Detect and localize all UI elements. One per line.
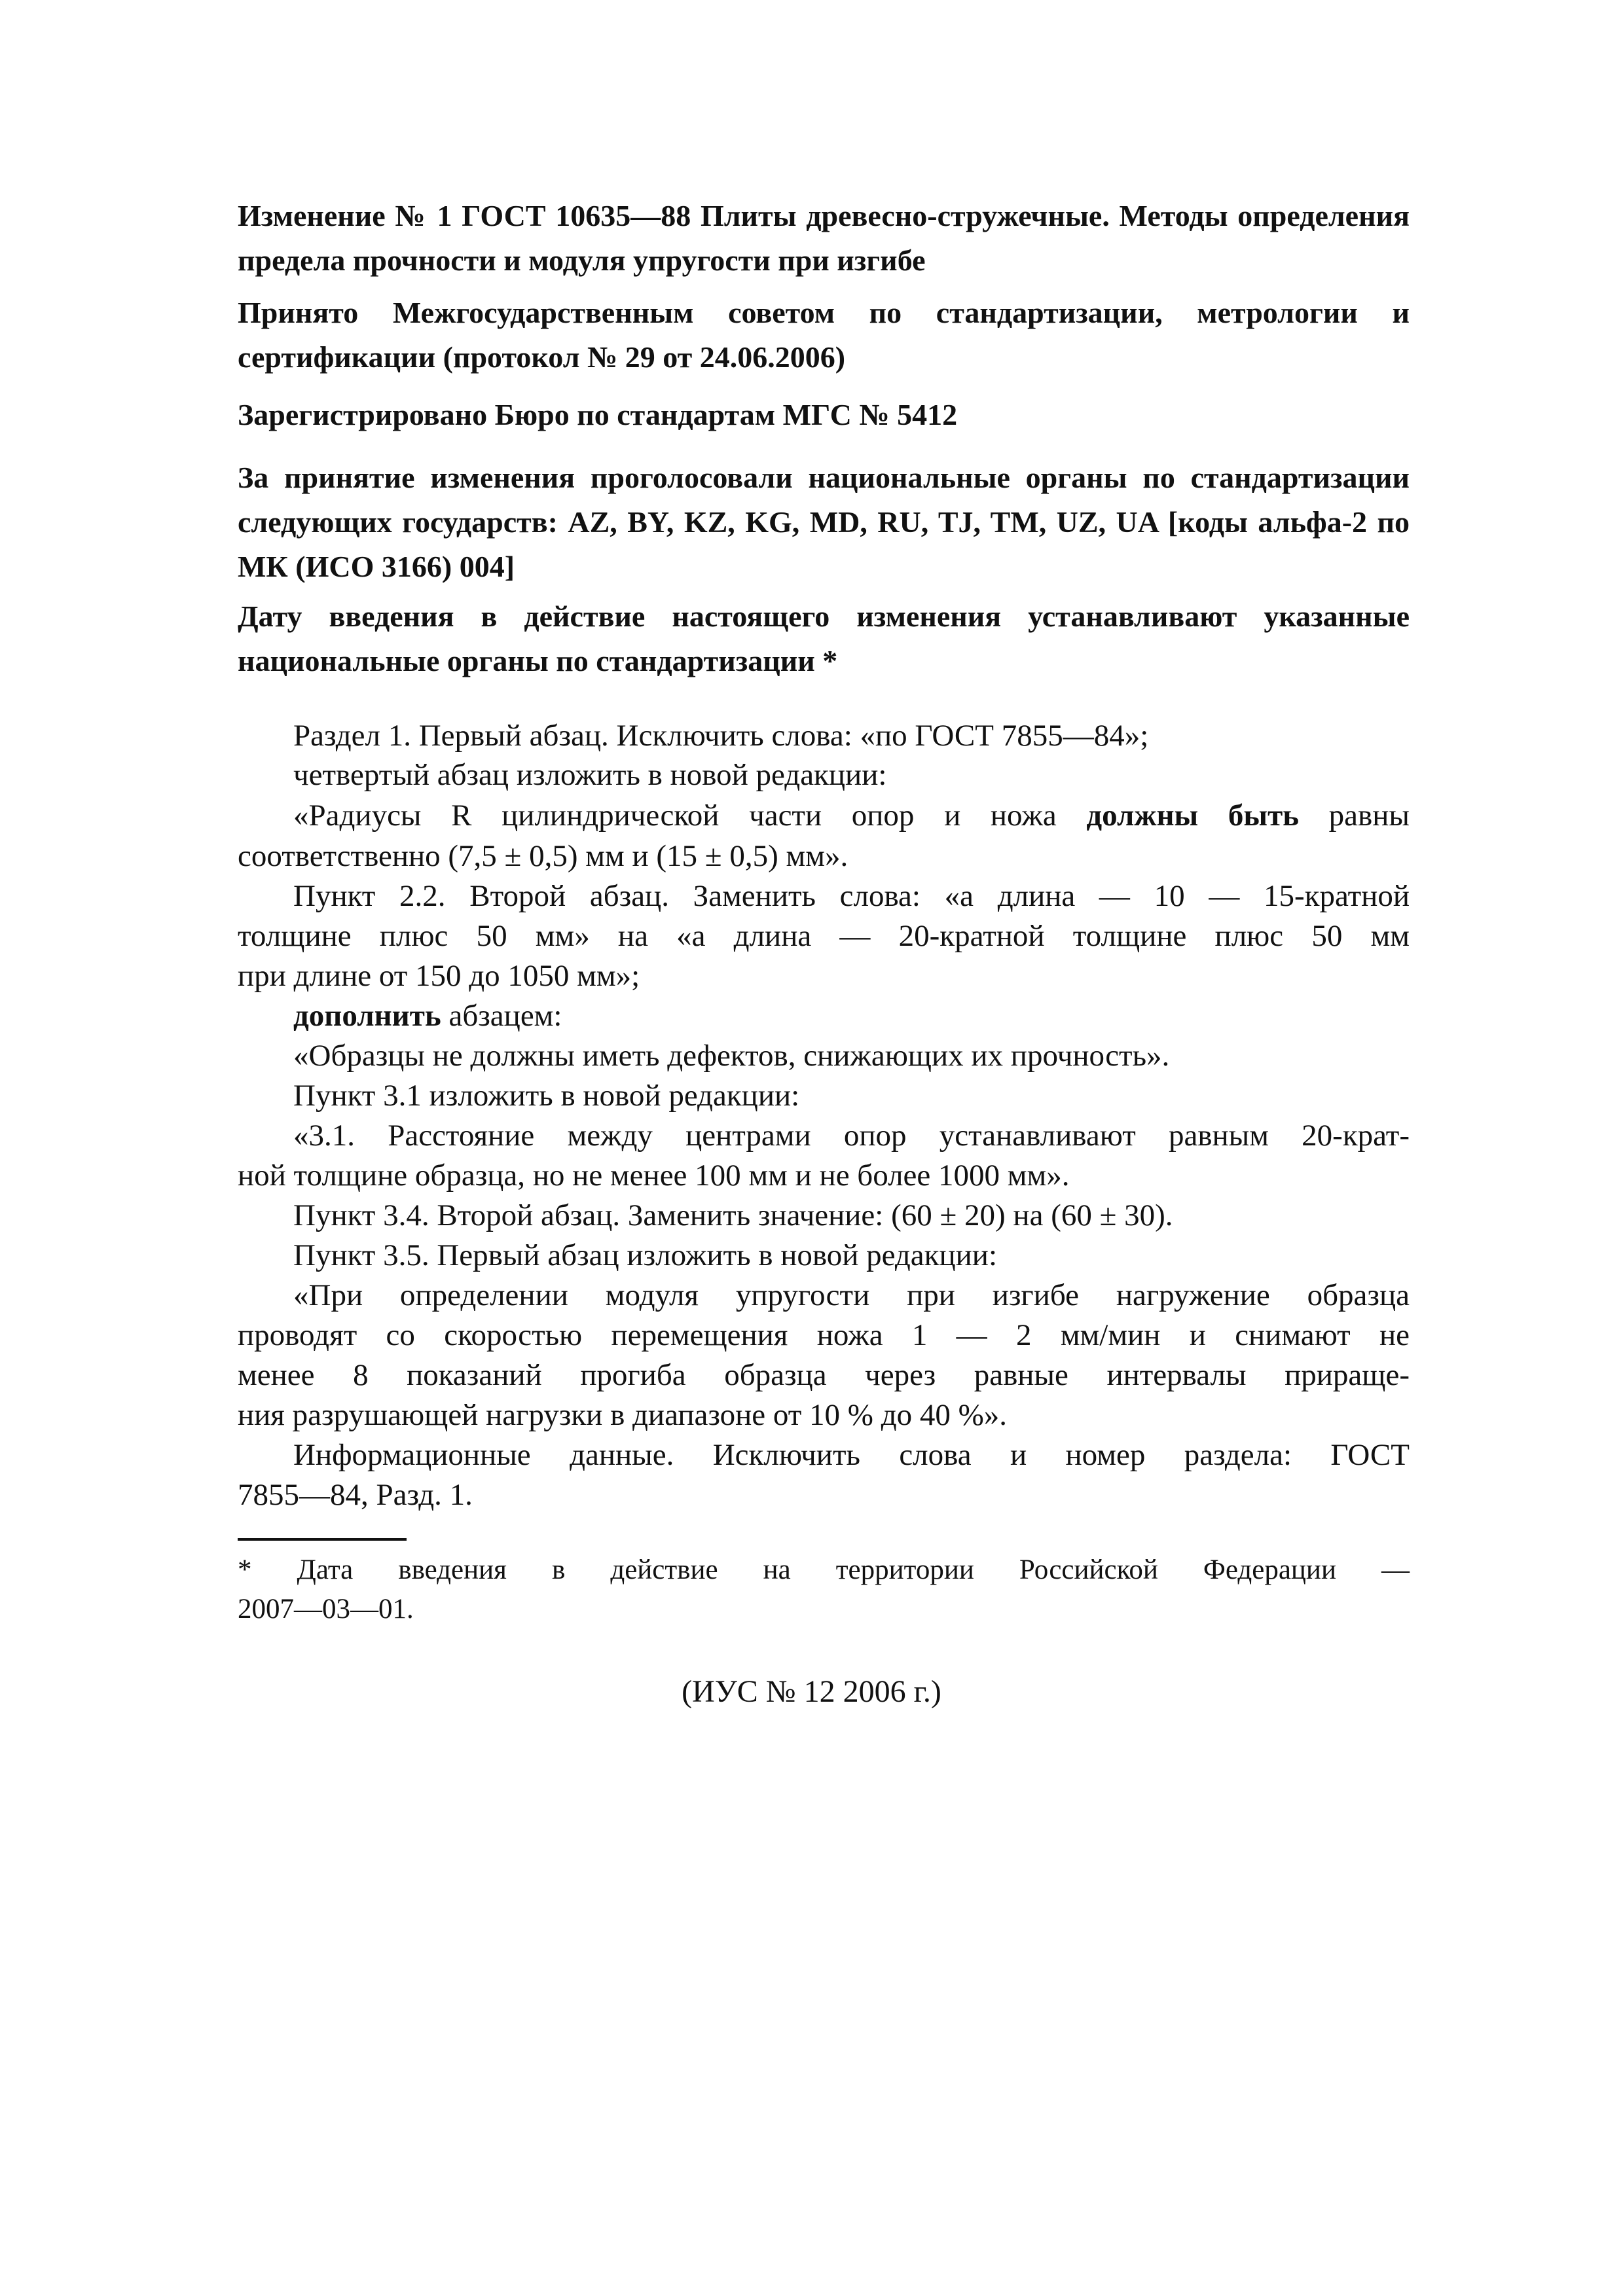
body-line [293, 996, 1410, 1036]
voting-statement: За принятие изменения проголосовали национальные органы по стандартизации следующих государств: AZ, BY, KZ, KG, MD, RU, TJ, TM, UZ, UA [коды альфа-2 по МК (ИСО 3166) 004] [238, 461, 1410, 583]
body-line [293, 795, 1410, 836]
body-line: «При определении модуля упругости при изгибе нагружение образца [293, 1278, 1410, 1312]
registration-statement: Зарегистрировано Бюро по стандартам МГС № 5412 [238, 398, 958, 431]
body-line: Информационные данные. Исключить слова и номер раздела: ГОСТ [293, 1438, 1410, 1472]
body-line: соответственно (7,5 ± 0,5) мм и (15 ± 0,5) мм». [238, 839, 848, 873]
body-line: «Образцы не должны иметь дефектов, снижающих их прочность». [293, 1039, 1170, 1073]
body-text: абзацем: [441, 999, 562, 1033]
body-line: Пункт 2.2. Второй абзац. Заменить слова: «а длина — 10 — 15-кратной [293, 879, 1410, 913]
body-line: четвертый абзац изложить в новой редакции: [293, 758, 887, 792]
body-line: «3.1. Расстояние между центрами опор устанавливают равным 20-крат- [293, 1119, 1410, 1153]
adopted-statement: Принято Межгосударственным советом по стандартизации, метрологии и сертификации (протокол № 29 от 24.06.2006) [238, 296, 1410, 374]
effective-date-statement: Дату введения в действие настоящего изменения устанавливают указанные национальные органы по стандартизации * [238, 600, 1410, 677]
amendment-title: Изменение № 1 ГОСТ 10635—88 Плиты древесно-стружечные. Методы определения предела прочности и модуля упругости при изгибе [238, 199, 1410, 277]
footnote-line: 2007—03—01. [238, 1594, 414, 1624]
body-line: толщине плюс 50 мм» на «а длина — 20-кратной толщине плюс 50 мм [238, 919, 1410, 953]
body-line: Раздел 1. Первый абзац. Исключить слова: «по ГОСТ 7855—84»; [293, 719, 1149, 753]
body-line: Пункт 3.1 изложить в новой редакции: [293, 1079, 800, 1113]
body-line: проводят со скоростью перемещения ножа 1 — 2 мм/мин и снимают не [238, 1318, 1410, 1352]
body-line: менее 8 показаний прогиба образца через равные интервалы прираще- [238, 1358, 1410, 1392]
body-line: Пункт 3.4. Второй абзац. Заменить значение: (60 ± 20) на (60 ± 30). [293, 1198, 1173, 1232]
footnote-divider [238, 1538, 407, 1541]
body-line: Пункт 3.5. Первый абзац изложить в новой редакции: [293, 1238, 998, 1272]
body-text-bold: дополнить [293, 999, 441, 1033]
body-line: при длине от 150 до 1050 мм»; [238, 959, 640, 993]
footnote-line: * Дата введения в действие на территории Российской Федерации — [238, 1554, 1410, 1585]
body-text: равны [1299, 798, 1410, 833]
body-line: ной толщине образца, но не менее 100 мм и не более 1000 мм». [238, 1158, 1070, 1193]
body-line: 7855—84, Разд. 1. [238, 1478, 473, 1512]
body-text-bold: должны быть [1086, 798, 1300, 833]
body-text: «Радиусы R цилиндрической части опор и ножа [293, 798, 1087, 833]
body-line: ния разрушающей нагрузки в диапазоне от 10 % до 40 %». [238, 1398, 1008, 1432]
ius-reference: (ИУС № 12 2006 г.) [682, 1674, 941, 1709]
